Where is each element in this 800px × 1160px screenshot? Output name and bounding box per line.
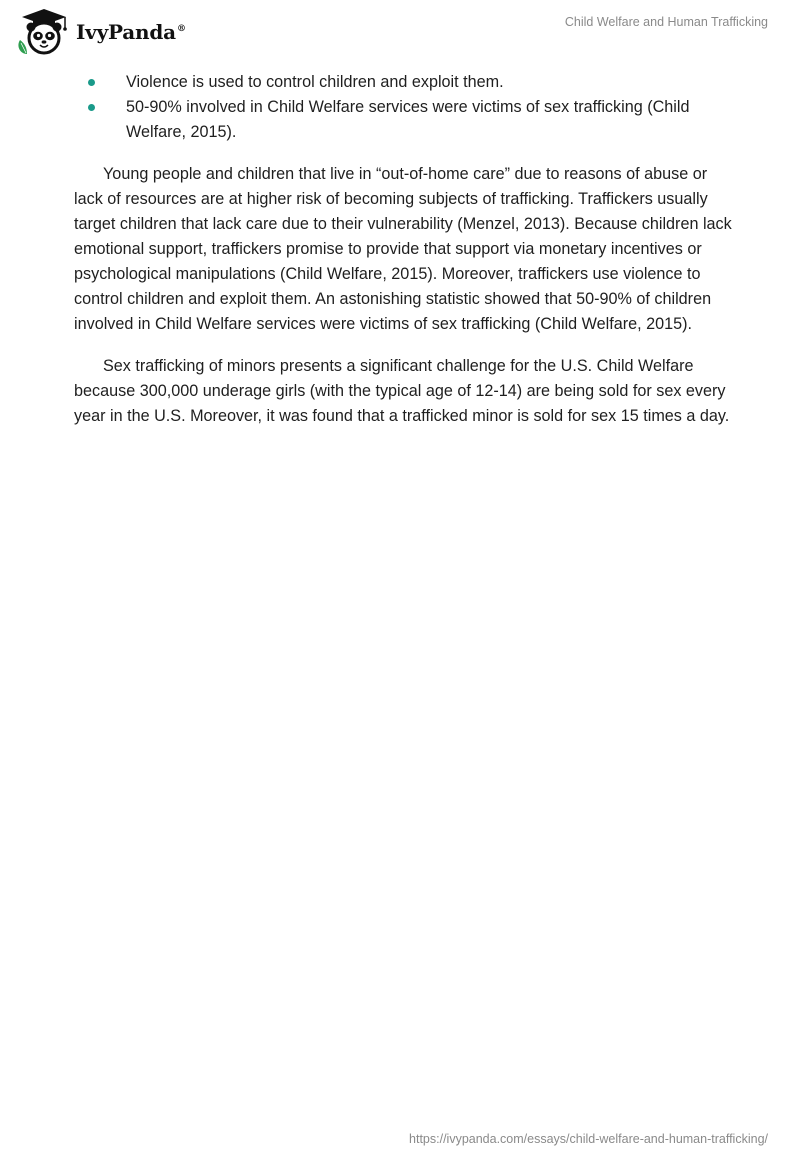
list-item-text: Violence is used to control children and exploit them.	[126, 73, 504, 91]
body-paragraph: Sex trafficking of minors presents a significant challenge for the U.S. Child Welfare because 300,000 underage girls (with the typical age of 12-14) are being sold for sex every year in the U.S. Moreover, it was found that a trafficked minor is sold for sex 15 times a day.	[74, 357, 730, 425]
bullet-dot-icon	[88, 79, 95, 86]
brand-name-text: IvyPanda	[76, 20, 176, 44]
essay-content	[74, 70, 734, 429]
list-item	[74, 95, 734, 145]
bullet-dot-icon	[88, 104, 95, 111]
panda-graduate-logo-icon	[14, 6, 74, 56]
ivypanda-logo[interactable]	[14, 6, 186, 56]
bullet-list	[74, 70, 734, 145]
body-paragraph: Young people and children that live in “out-of-home care” due to reasons of abuse or lack of resources are at higher risk of becoming subjects of trafficking. Traffickers usually target children that lack care due to their vulnerability (Menzel, 2013). Because children lack emotional support, traffickers promise to provide that support via monetary incentives or psychological manipulations (Child Welfare, 2015). Moreover, traffickers use violence to control children and exploit them. An astonishing statistic showed that 50-90% of children involved in Child Welfare services were victims of sex trafficking (Child Welfare, 2015).	[74, 165, 732, 333]
registered-mark: ®	[176, 24, 186, 35]
running-title: Child Welfare and Human Trafficking	[564, 15, 768, 29]
page-header	[0, 0, 800, 62]
list-item-text: 50-90% involved in Child Welfare services were victims of sex trafficking (Child Welfare, 2015).	[126, 98, 690, 141]
list-item	[74, 70, 734, 95]
brand-name	[76, 20, 186, 44]
source-url-link[interactable]: https://ivypanda.com/essays/child-welfare-and-human-trafficking/	[409, 1132, 768, 1146]
